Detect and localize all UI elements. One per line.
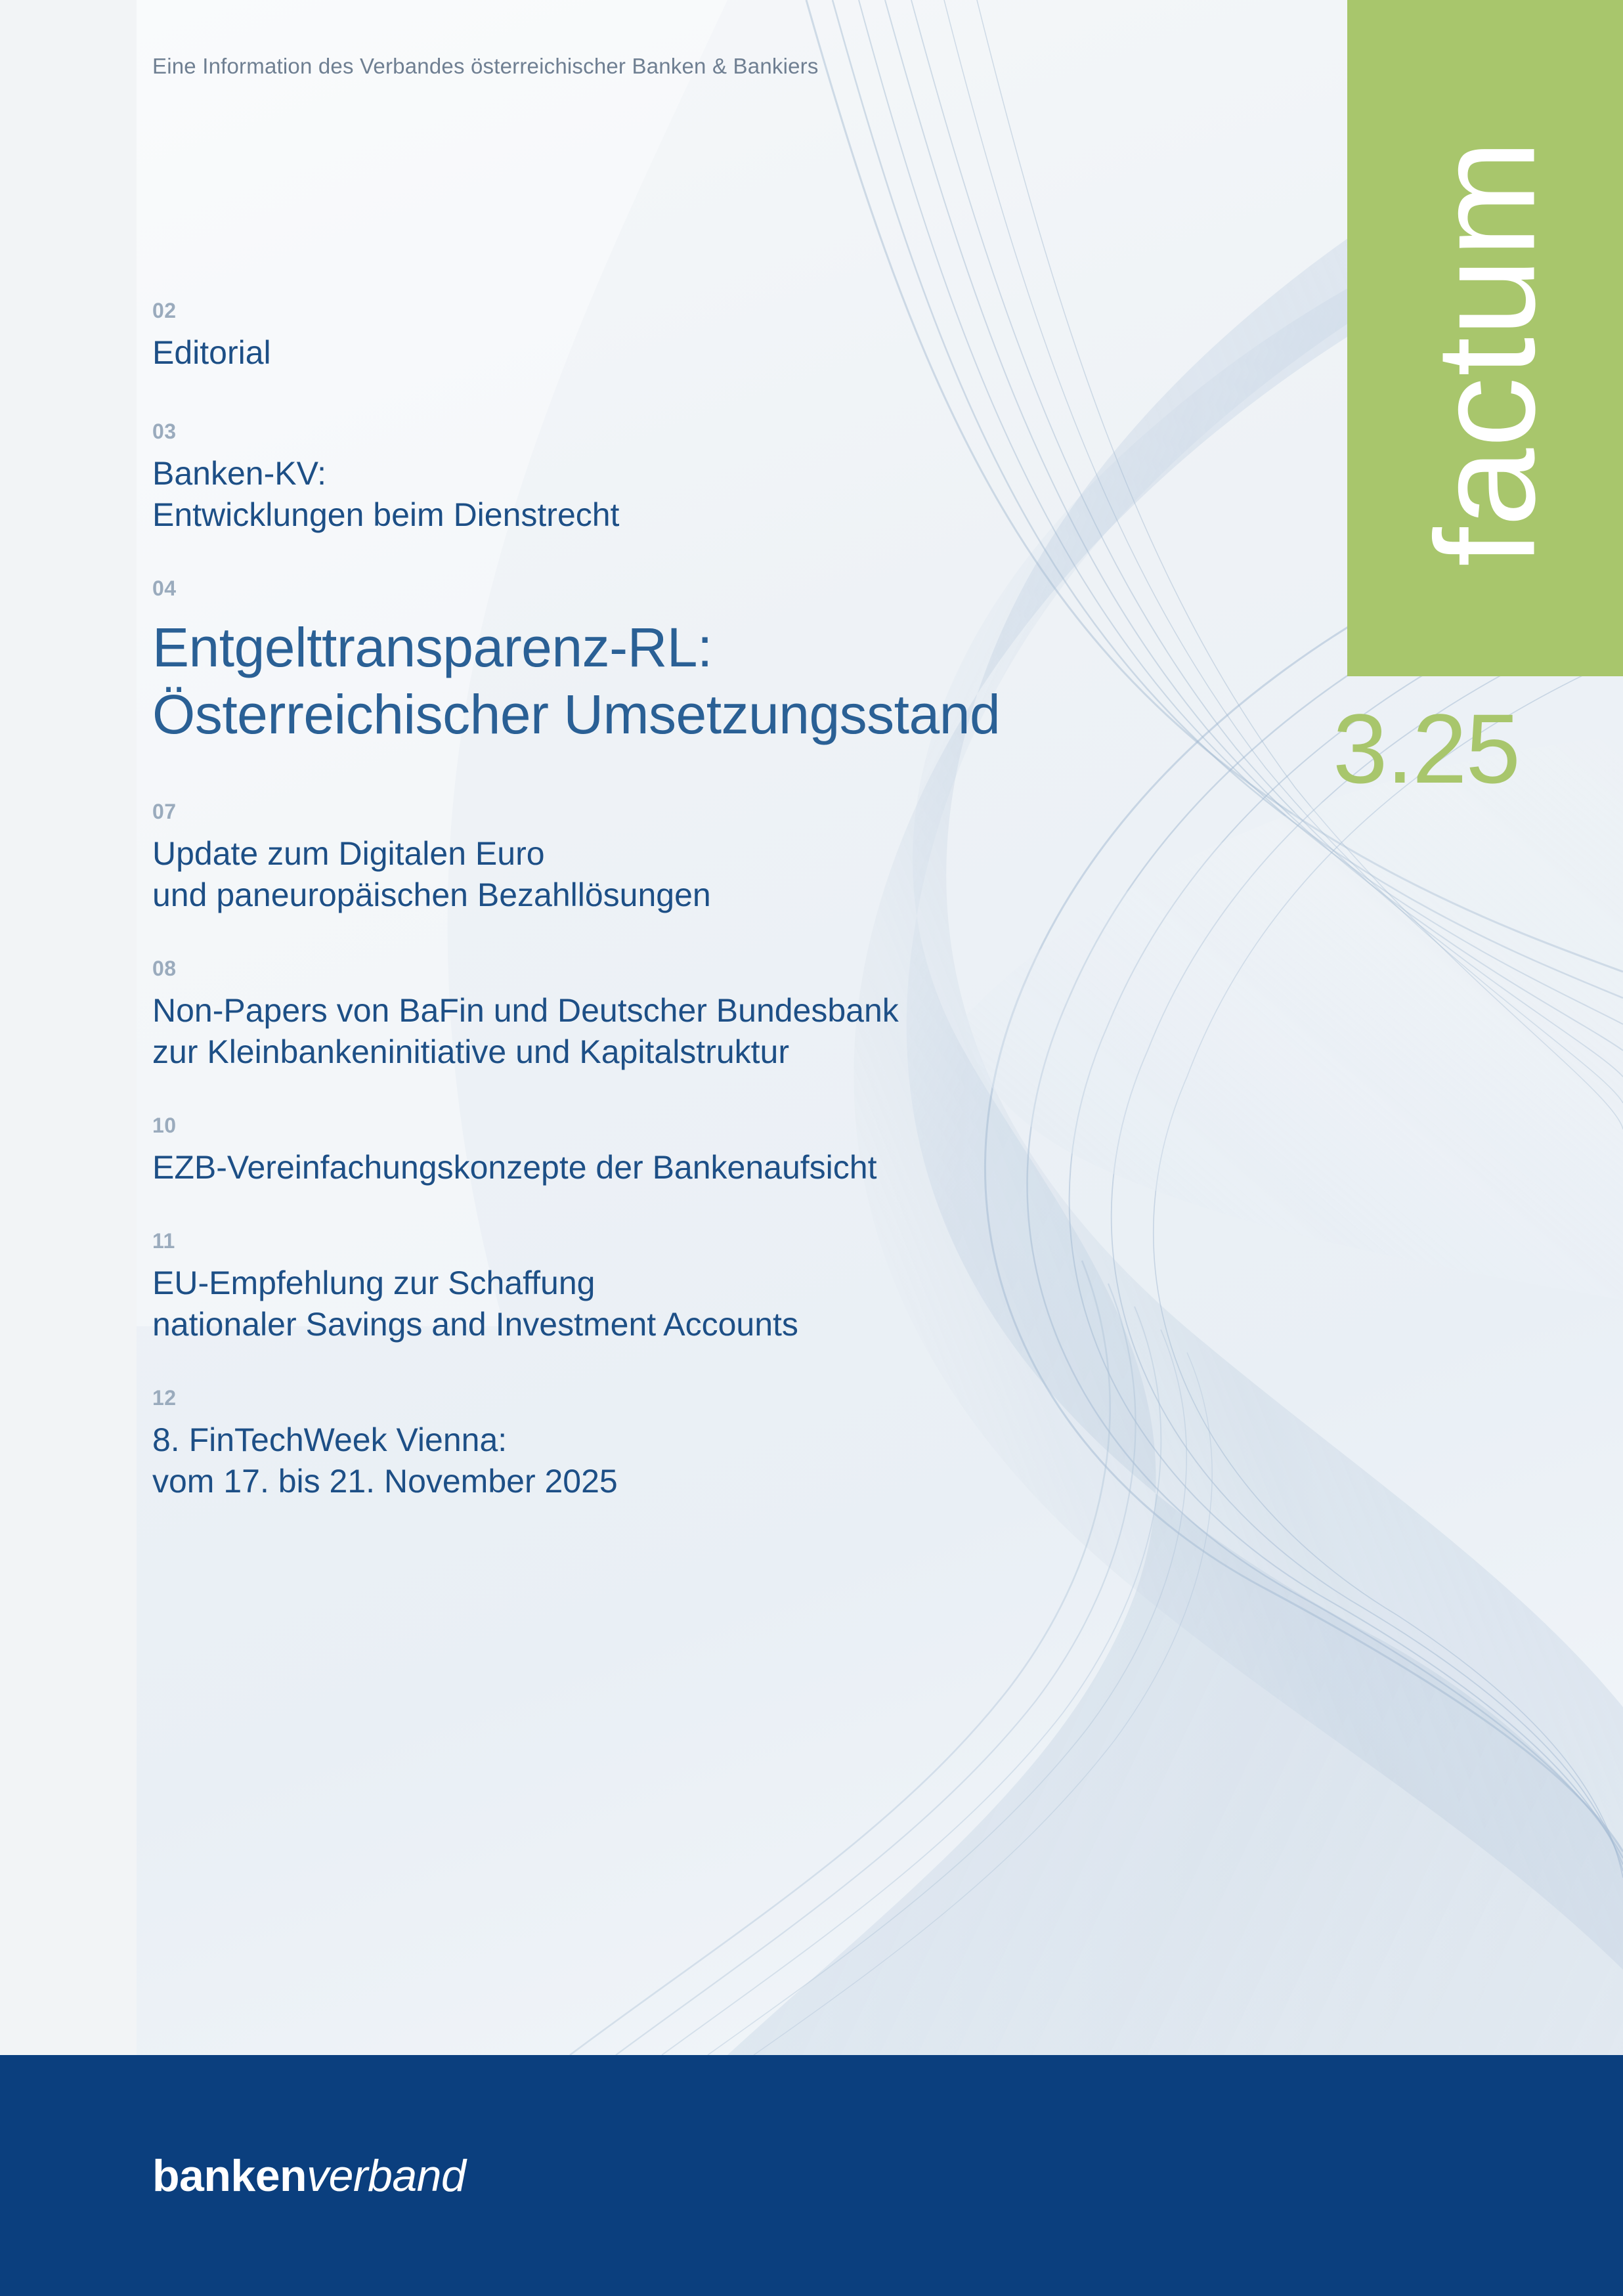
toc-item-feature[interactable] xyxy=(152,576,1387,748)
toc-title: EU-Empfehlung zur Schaffung nationaler Savings and Investment Accounts xyxy=(152,1264,798,1343)
bankenverband-logo xyxy=(152,2151,466,2201)
publisher-tagline: Eine Information des Verbandes österreichischer Banken & Bankiers xyxy=(152,54,819,78)
toc-page-number: 07 xyxy=(152,799,177,823)
logo-bold-part: banken xyxy=(152,2151,307,2201)
toc-item[interactable] xyxy=(152,1114,1387,1188)
toc-title: Update zum Digitalen Euro und paneuropäischen Bezahllösungen xyxy=(152,834,711,913)
masthead-title: factum xyxy=(1406,139,1565,567)
toc-page-number: 12 xyxy=(152,1385,177,1410)
toc-page-number: 11 xyxy=(152,1228,175,1253)
toc-page-number: 03 xyxy=(152,420,177,443)
left-margin-strip xyxy=(0,0,137,2055)
toc-item[interactable] xyxy=(152,1386,1387,1502)
toc-item[interactable] xyxy=(152,420,1387,536)
masthead-block xyxy=(1347,0,1623,676)
toc-title: Non-Papers von BaFin und Deutscher Bundesbank zur Kleinbankeninitiative und Kapitalstruktur xyxy=(152,991,899,1070)
toc-item[interactable] xyxy=(152,800,1387,916)
toc-item[interactable] xyxy=(152,1229,1387,1345)
toc-page-number: 08 xyxy=(152,956,177,980)
toc-title: 8. FinTechWeek Vienna: vom 17. bis 21. November 2025 xyxy=(152,1421,618,1500)
toc-item[interactable] xyxy=(152,299,1387,374)
toc-title: EZB-Vereinfachungskonzepte der Bankenaufsicht xyxy=(152,1148,877,1186)
toc-item[interactable] xyxy=(152,957,1387,1073)
issue-number: 3.25 xyxy=(1333,693,1519,804)
toc-page-number: 10 xyxy=(152,1113,177,1137)
logo-italic-part: verband xyxy=(307,2151,466,2201)
toc-title: Banken-KV: Entwicklungen beim Dienstrecht xyxy=(152,455,620,533)
toc-page-number: 02 xyxy=(152,299,177,322)
toc-page-number: 04 xyxy=(152,576,177,600)
table-of-contents xyxy=(152,299,1387,1543)
toc-title: Entgelttransparenz-RL: Österreichischer Umsetzungsstand xyxy=(152,617,1001,746)
toc-title: Editorial xyxy=(152,334,271,371)
